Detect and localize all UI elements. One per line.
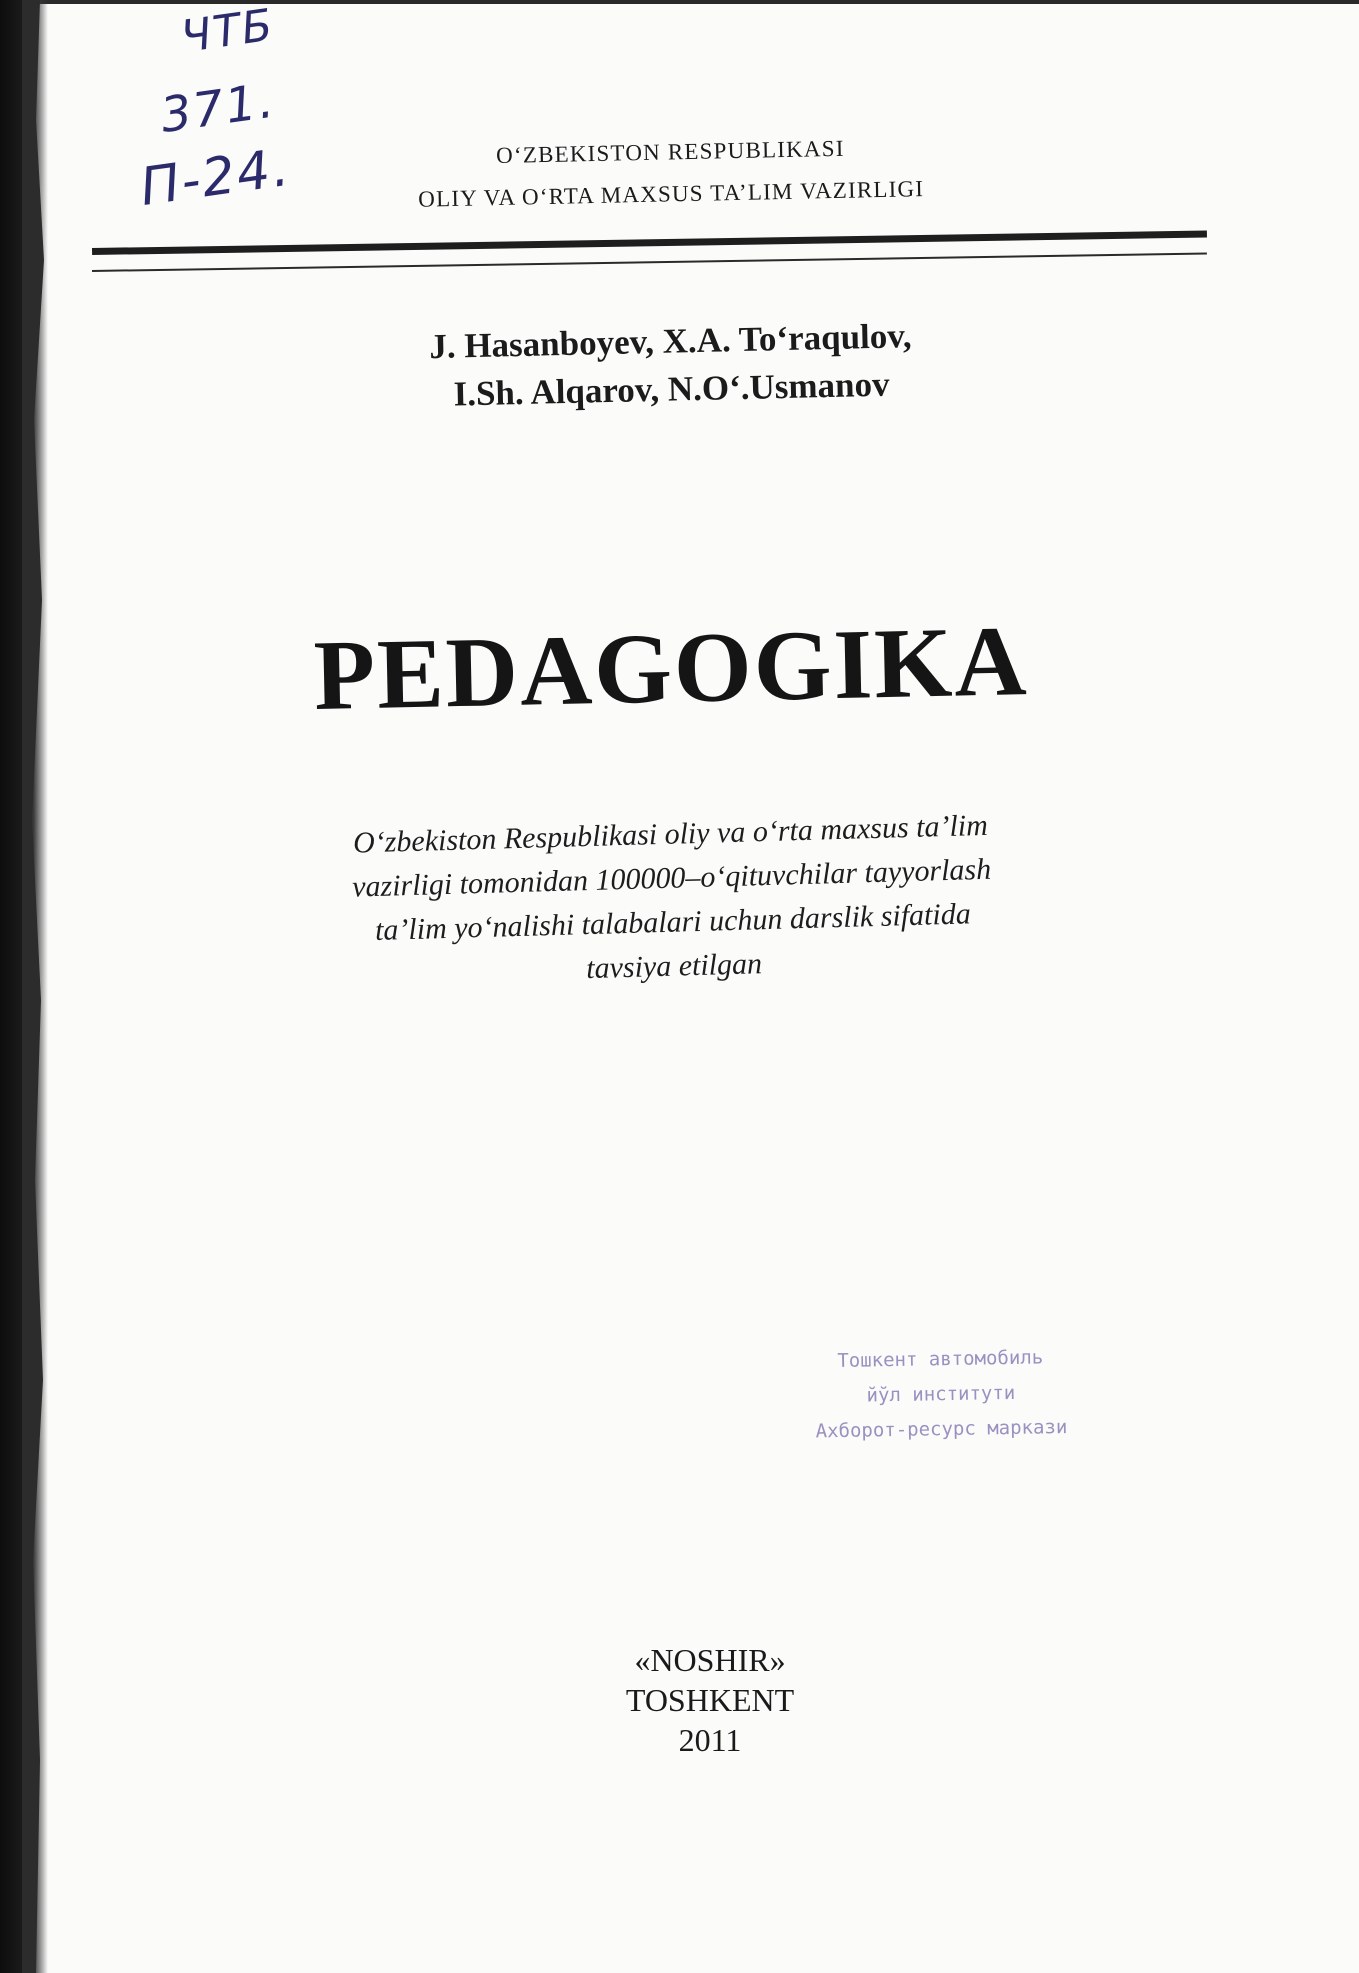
book-title: PEDAGOGIKA bbox=[312, 605, 1030, 732]
handwritten-line-3: П-24. bbox=[136, 137, 295, 218]
authors-block bbox=[300, 309, 1042, 422]
scan-edge-texture bbox=[22, 0, 52, 1973]
handwritten-line-2: 371. bbox=[157, 72, 279, 144]
recommendation-line-1: O‘zbekiston Respublikasi oliy va o‘rta maxsus ta’lim bbox=[352, 808, 989, 860]
handwritten-line-1: ЧТБ bbox=[177, 0, 278, 64]
publisher-block bbox=[540, 1640, 880, 1760]
header-rule-thin bbox=[92, 252, 1207, 272]
ministry-line-1: O‘ZBEKISTON RESPUBLIKASI bbox=[495, 135, 845, 169]
publisher-city: TOSHKENT bbox=[625, 1682, 795, 1718]
library-stamp bbox=[780, 1339, 1102, 1450]
publisher-name: «NOSHIR» bbox=[634, 1642, 786, 1678]
stamp-line-1: Тошкент автомобиль bbox=[837, 1346, 1044, 1373]
recommendation-line-3: ta’lim yo‘nalishi talabalari uchun darslik sifatida bbox=[374, 897, 972, 947]
stamp-line-2: йўл институти bbox=[866, 1381, 1016, 1407]
recommendation-line-4: tavsiya etilgan bbox=[585, 947, 763, 986]
recommendation-text bbox=[230, 800, 1115, 1001]
stamp-line-3: Ахборот-ресурс маркази bbox=[815, 1416, 1068, 1443]
authors-line-2: I.Sh. Alqarov, N.O‘.Usmanov bbox=[453, 364, 890, 414]
authors-line-1: J. Hasanboyev, X.A. To‘raqulov, bbox=[428, 316, 912, 367]
recommendation-line-2: vazirligi tomonidan 100000–o‘qituvchilar tayyorlash bbox=[351, 852, 992, 904]
ministry-header bbox=[260, 123, 1082, 224]
ministry-line-2: OLIY VA O‘RTA MAXSUS TA’LIM VAZIRLIGI bbox=[418, 176, 925, 212]
publication-year: 2011 bbox=[678, 1722, 742, 1758]
